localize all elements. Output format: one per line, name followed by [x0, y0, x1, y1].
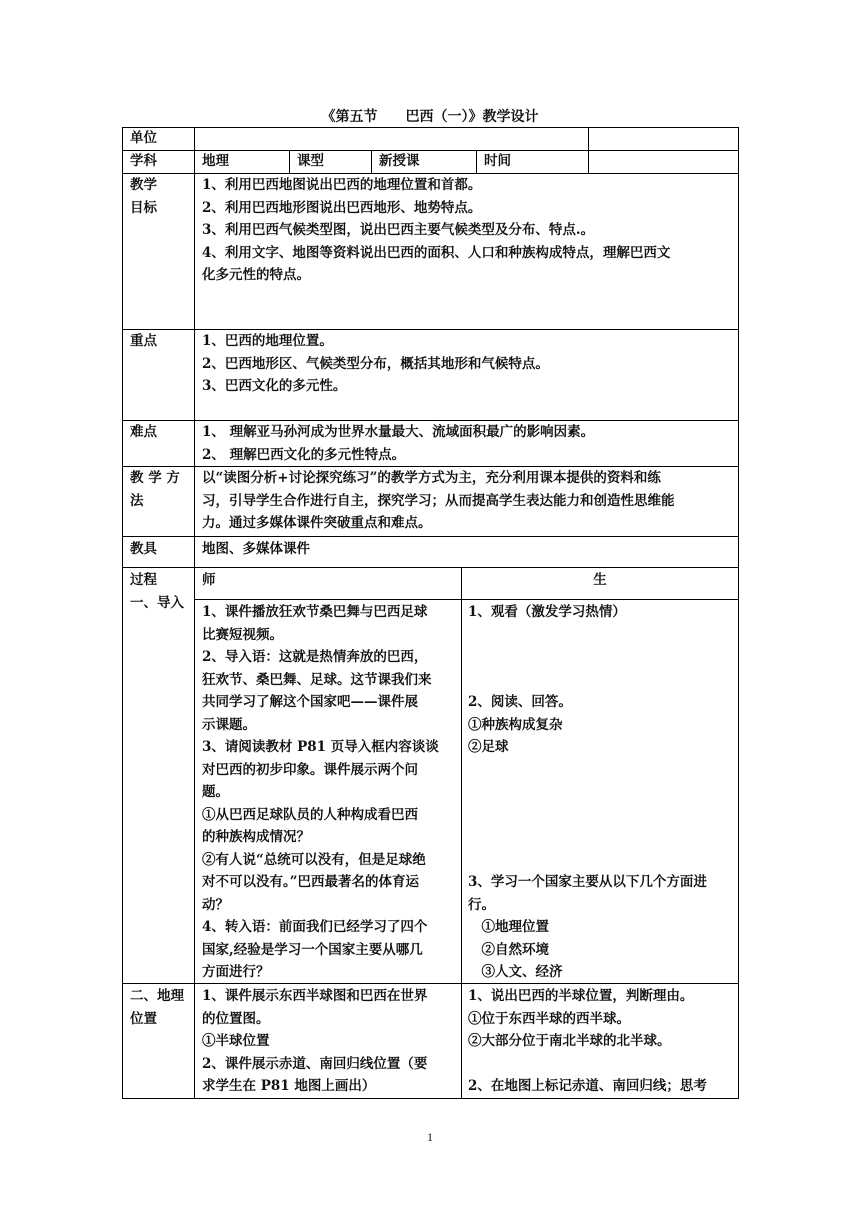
difficulties-list: [196, 421, 600, 466]
subject-label: 学科: [130, 153, 157, 169]
method-text: 以“读图分析+讨论探究练习”的教学方式为主，充分利用课本提供的资料和练 习，引导学生合作进行自主，探究学习；从而提高学生表达能力和创造性思维能 力。通过多媒体课件突破重点和难点。: [202, 470, 675, 531]
time-value: [590, 150, 602, 173]
key-point-item: 3、巴西文化的多元性。: [202, 378, 347, 394]
objectives-list: [196, 174, 676, 287]
time-label: 时间: [484, 153, 511, 169]
key-point-item: 2、巴西地形区、气候类型分布，概括其地形和气候特点。: [202, 355, 549, 372]
key-points-list: [196, 330, 555, 398]
tools-value: 地图、多媒体课件: [202, 541, 310, 557]
tools-label: 教具: [130, 541, 157, 557]
key-point-item: 1、巴西的地理位置。: [202, 333, 333, 349]
method-label: 教 学 方 法: [130, 470, 180, 509]
teacher-header: 师: [202, 572, 216, 588]
objective-item: 化多元性的特点。: [202, 267, 310, 283]
location-teacher-text: 1、课件展示东西半球图和巴西在世界 的位置图。 ①半球位置 2、课件展示赤道、南回归线位置（要 求学生在 P81 地图上画出）: [202, 988, 428, 1094]
page-number: 1: [427, 1130, 433, 1144]
objective-item: 1、利用巴西地图说出巴西的地理位置和首都。: [202, 177, 482, 193]
unit-label: 单位: [130, 130, 157, 146]
unit-value: [196, 127, 208, 150]
location-label: 二、地理 位置: [130, 988, 184, 1027]
difficulties-label: 难点: [130, 424, 157, 440]
key-points-label: 重点: [130, 333, 157, 349]
difficulty-item: 2、 理解巴西文化的多元性特点。: [202, 446, 406, 463]
student-header: 生: [593, 572, 607, 588]
objective-item: 2、利用巴西地形图说出巴西地形、地势特点。: [202, 199, 482, 216]
subject-value: 地理: [202, 153, 229, 169]
objectives-label: 教学 目标: [130, 177, 157, 216]
lesson-type-value: 新授课: [379, 153, 420, 169]
process-label: 过程 一、导入: [130, 572, 184, 611]
page-title: 《第五节 巴西（一）》教学设计: [321, 109, 539, 125]
intro-teacher-text: 1、课件播放狂欢节桑巴舞与巴西足球 比赛短视频。 2、导入语：这就是热情奔放的巴西， 狂欢节、桑巴舞、足球。这节课我们来 共同学习了解这个国家吧——课件展 示课题。 3、请阅读教材 P81 页导入框内容谈谈 对巴西的初步印象。课件展示两个问 题。 ①从巴西足球队员的人种构成看巴西 的种族构成情况？ ②有人说“总统可以没有，但是足球绝 对不可以没有。”巴西最著名的体育运 动？ 4、转入语：前面我们已经学习了四个 国家,经验是学习一个国家主要从哪几 方面进行？: [202, 604, 439, 980]
location-student-text: 1、说出巴西的半球位置，判断理由。 ①位于东西半球的西半球。 ②大部分位于南北半球的北半球。 2、在地图上标记赤道、南回归线；思考: [468, 988, 707, 1094]
intro-student-text: 1、观看（激发学习热情） 2、阅读、回答。 ①种族构成复杂 ②足球 3、学习一个国家主要从以下几个方面进 行。 ①地理位置 ②自然环境 ③人文、经济: [468, 604, 707, 980]
objective-item: 4、利用文字、地图等资料说出巴西的面积、人口和种族构成特点，理解巴西文: [202, 244, 671, 261]
difficulty-item: 1、 理解亚马孙河成为世界水量最大、流域面积最广的影响因素。: [202, 424, 595, 440]
lesson-type-label: 课型: [297, 153, 324, 169]
objective-item: 3、利用巴西气候类型图，说出巴西主要气候类型及分布、特点.。: [202, 222, 595, 238]
